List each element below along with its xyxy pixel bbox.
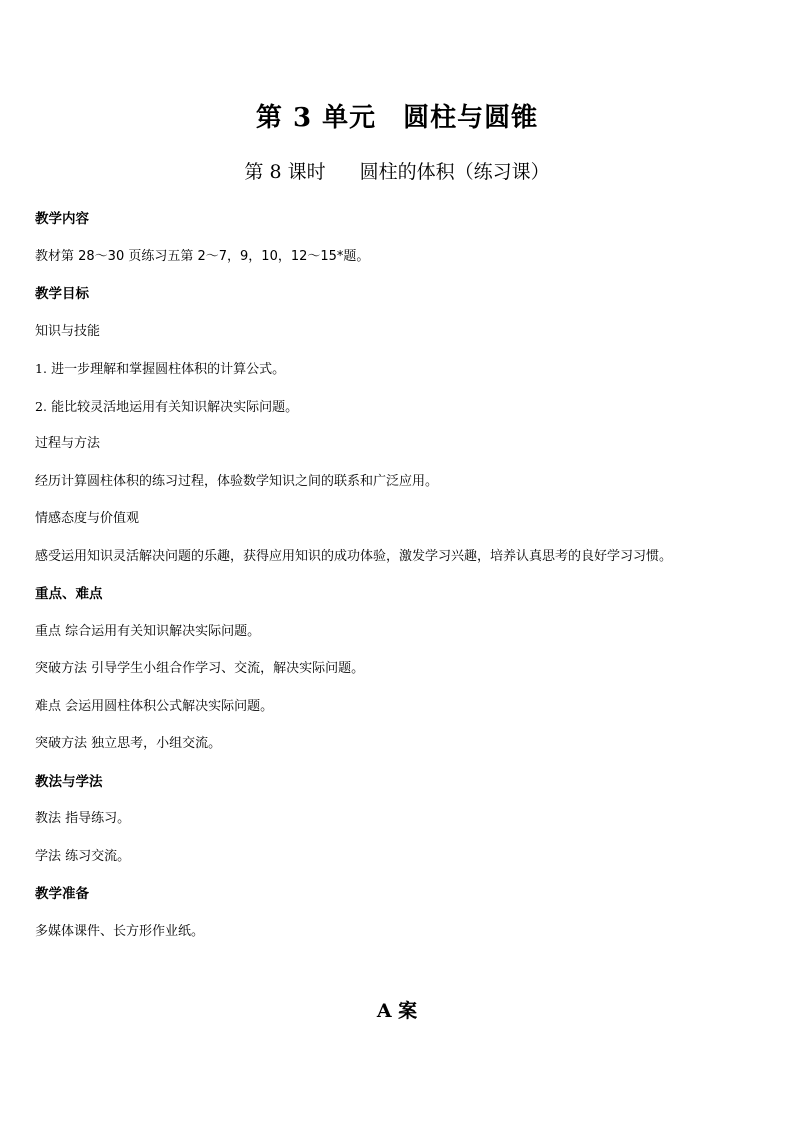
- preparation-text: 多媒体课件、长方形作业纸。: [35, 923, 205, 939]
- emotion-values-text: 感受运用知识灵活解决问题的乐趣，获得应用知识的成功体验，激发学习兴趣，培养认真思考的良好学习习惯。: [35, 548, 673, 564]
- lesson-number: 第 8 课时: [244, 161, 326, 183]
- teaching-content-text: 教材第 28～30 页练习五第 2～7，9，10，12～15*题。: [35, 248, 370, 264]
- knowledge-item-1-number: 1.: [35, 361, 47, 376]
- knowledge-item-1-text: 进一步理解和掌握圆柱体积的计算公式。: [51, 362, 286, 377]
- process-methods-label: 过程与方法: [35, 436, 101, 451]
- lesson-title: [0, 158, 794, 186]
- lesson-plan-content: [35, 206, 775, 956]
- preparation-heading: 教学准备: [35, 886, 89, 902]
- methods-heading: 教法与学法: [35, 773, 103, 790]
- key-point-text: 重点 综合运用有关知识解决实际问题。: [35, 623, 261, 639]
- unit-title: 第 3 单元 圆柱与圆锥: [255, 103, 539, 133]
- emotion-values-label: 情感态度与价值观: [35, 511, 140, 526]
- knowledge-item-2: [35, 394, 775, 432]
- knowledge-item-1: [35, 356, 775, 394]
- key-difficulty-heading: 重点、难点: [35, 586, 103, 602]
- knowledge-skills-label: 知识与技能: [35, 323, 101, 339]
- key-breakthrough-text: 突破方法 引导学生小组合作学习、交流，解决实际问题。: [35, 661, 365, 676]
- lesson-name: 圆柱的体积（练习课）: [359, 161, 550, 183]
- teaching-goals-heading: 教学目标: [35, 286, 89, 302]
- learning-method-text: 学法 练习交流。: [35, 848, 131, 864]
- knowledge-item-2-number: 2.: [35, 398, 47, 414]
- teaching-method-text: 教法 指导练习。: [35, 811, 131, 826]
- section-a-title: A 案: [376, 1000, 418, 1022]
- process-methods-text: 经历计算圆柱体积的练习过程，体验数学知识之间的联系和广泛应用。: [35, 473, 439, 489]
- difficulty-breakthrough-text: 突破方法 独立思考，小组交流。: [35, 736, 222, 751]
- difficulty-point-text: 难点 会运用圆柱体积公式解决实际问题。: [35, 698, 274, 714]
- knowledge-item-2-text: 能比较灵活地运用有关知识解决实际问题。: [51, 399, 299, 415]
- teaching-content-heading: 教学内容: [35, 211, 89, 227]
